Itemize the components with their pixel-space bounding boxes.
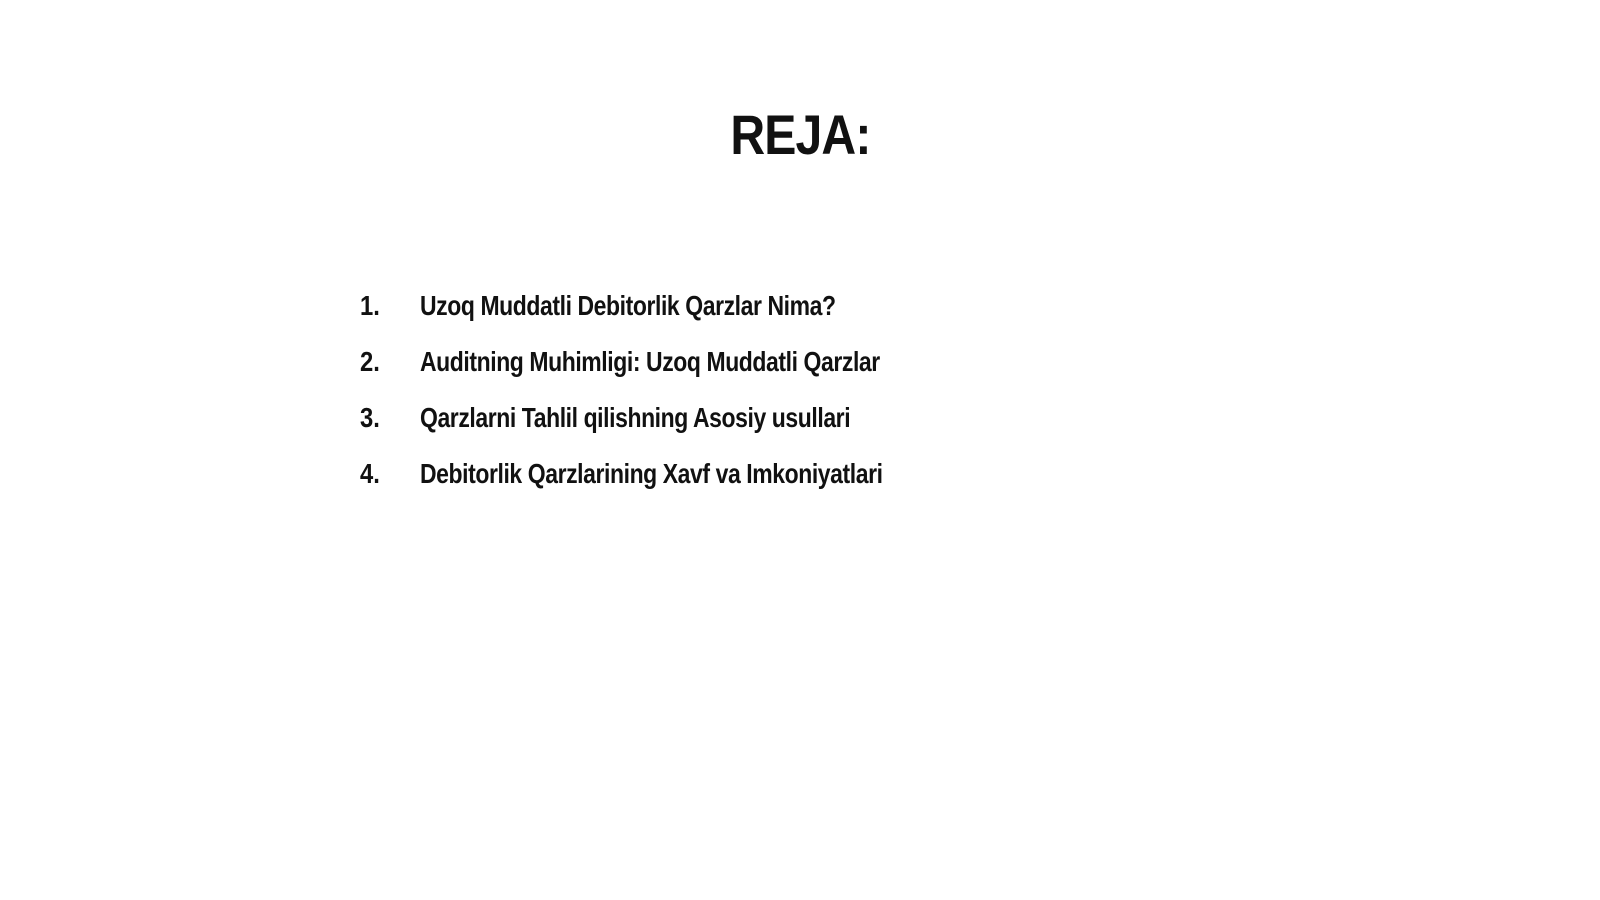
list-item	[360, 286, 984, 342]
list-item-text: Uzoq Muddatli Debitorlik Qarzlar Nima?	[420, 290, 836, 321]
list-item	[360, 342, 984, 398]
list-item-number: 1.	[360, 290, 380, 321]
list-item-number: 4.	[360, 458, 380, 489]
list-item-text: Qarzlarni Tahlil qilishning Asosiy usullari	[420, 402, 851, 433]
list-item-number: 2.	[360, 346, 380, 377]
slide-title: REJA:	[730, 103, 871, 166]
list-item	[360, 398, 984, 454]
list-item-number: 3.	[360, 402, 380, 433]
plan-list	[360, 286, 984, 510]
list-item	[360, 454, 984, 510]
list-item-text: Auditning Muhimligi: Uzoq Muddatli Qarzlar	[420, 346, 880, 377]
list-item-text: Debitorlik Qarzlarining Xavf va Imkoniyatlari	[420, 458, 883, 489]
